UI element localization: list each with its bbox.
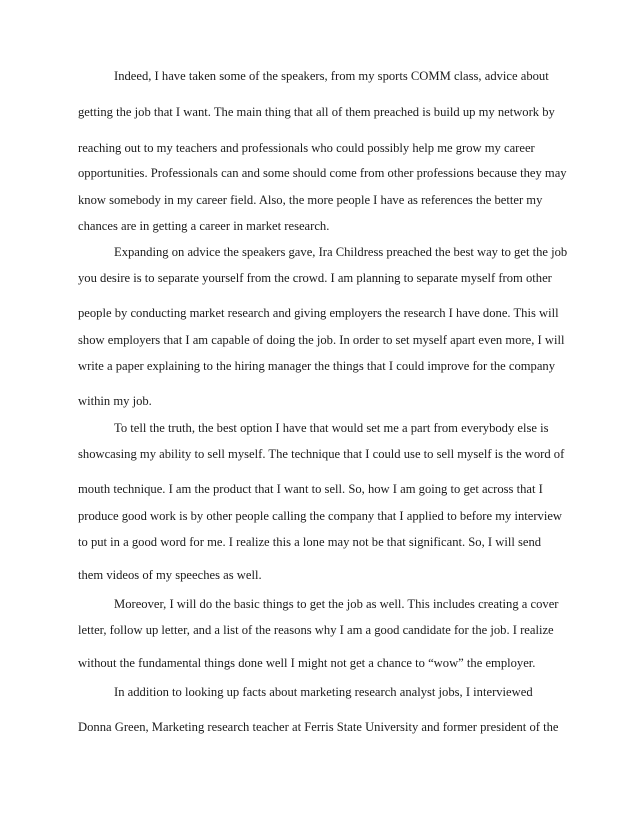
text-line: people by conducting market research and giving employers the research I have done. This will [78,306,559,320]
text-line: chances are in getting a career in market research. [78,219,330,233]
text-line: them videos of my speeches as well. [78,568,262,582]
text-line: showcasing my ability to sell myself. The technique that I could use to sell myself is the word of [78,447,565,461]
text-line: show employers that I am capable of doing the job. In order to set myself apart even more, I will [78,333,565,347]
text-line: produce good work is by other people calling the company that I applied to before my interview [78,509,563,523]
text-line: Moreover, I will do the basic things to get the job as well. This includes creating a cover [114,597,559,611]
text-line: mouth technique. I am the product that I want to sell. So, how I am going to get across that I [78,482,543,496]
text-line: In addition to looking up facts about marketing research analyst jobs, I interviewed [114,685,533,699]
text-line: to put in a good word for me. I realize this a lone may not be that significant. So, I will send [78,535,542,549]
text-line: getting the job that I want. The main thing that all of them preached is build up my network by [78,105,555,119]
text-line: write a paper explaining to the hiring manager the things that I could improve for the company [78,359,556,373]
text-line: you desire is to separate yourself from the crowd. I am planning to separate myself from other [78,271,552,285]
text-line: opportunities. Professionals can and some should come from other professions because they may [78,166,567,180]
text-line: Donna Green, Marketing research teacher at Ferris State University and former president of the [78,720,559,734]
text-line: To tell the truth, the best option I have that would set me a part from everybody else is [114,421,549,435]
text-line: within my job. [78,394,152,408]
text-line: reaching out to my teachers and professionals who could possibly help me grow my career [78,141,535,155]
text-line: know somebody in my career field. Also, the more people I have as references the better my [78,193,543,207]
text-line: without the fundamental things done well I might not get a chance to “wow” the employer. [78,656,536,670]
text-line: letter, follow up letter, and a list of the reasons why I am a good candidate for the job. I realize [78,623,554,637]
text-line: Expanding on advice the speakers gave, Ira Childress preached the best way to get the job [114,245,568,259]
text-line: Indeed, I have taken some of the speakers, from my sports COMM class, advice about [114,69,549,83]
